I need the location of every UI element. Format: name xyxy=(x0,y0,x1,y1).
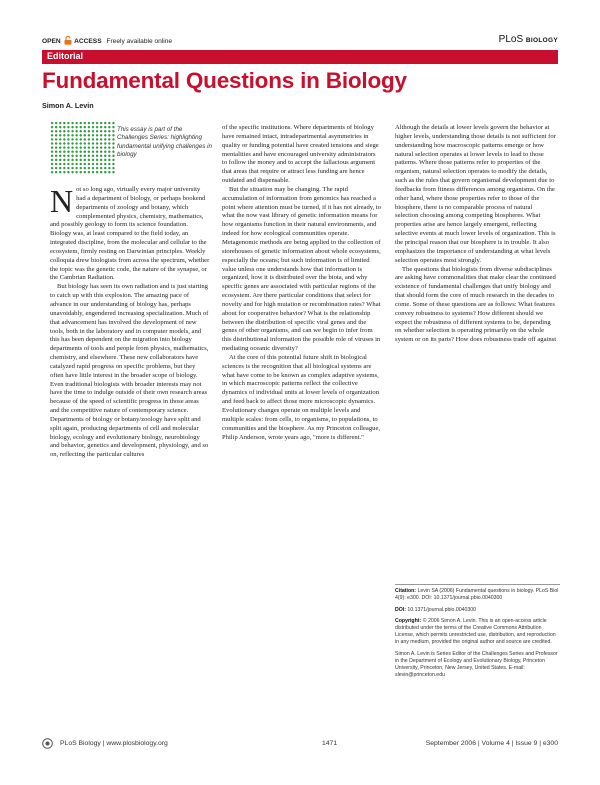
page-number: 1471 xyxy=(322,740,338,747)
footer-journal[interactable]: PLoS Biology | www.plosbiology.org xyxy=(60,740,168,747)
doi-block xyxy=(395,607,560,614)
citation-text: Levin SA (2006) Fundamental questions in biology. PLoS Biol 4(9): e300. DOI: 10.1371/journal.pbio.0040300 xyxy=(395,588,559,601)
top-bar xyxy=(42,35,558,49)
journal-sub: BIOLOGY xyxy=(525,37,558,44)
citation-label: Citation: xyxy=(395,588,417,594)
paragraph-1 xyxy=(50,183,210,283)
section-bar xyxy=(42,50,558,64)
open-access-badge xyxy=(42,36,172,45)
paragraph-4: But the situation may be changing. The rapid accumulation of information from genomics has reached a point where attention must be turned, if it has not already, to what the now vast library of genetic information means for how organisms function in their natural environments, and indeed for how ecological communities operate. Metagenomic methods are being applied to the collection of storehouses of genetic information about whole ecosystems, especially the oceans; but such information is of limited value unless one understands how that information is organized, how it is distributed over the biota, and why specific genes are associated with particular regions of the ecosystem. Are there particular conditions that select for novelty and for high mutation or recombination rates? What about for cooperative behavior? What is the relationship between the distribution of specific viral genes and the genes of other organisms, and can we begin to infer from this distributional information the possible role of viruses in mediating oceanic diversity? xyxy=(222,185,382,353)
page-footer xyxy=(42,739,558,753)
copyright-text: © 2006 Simon A. Levin. This is an open-access article distributed under the terms of the Creative Commons Attribution License, which permits unrestricted use, distribution, and reproduction in any medium, provided the original author and source are credited. xyxy=(395,618,556,645)
meta-divider xyxy=(395,584,560,585)
author-name: Simon A. Levin xyxy=(42,101,94,110)
drop-cap: N xyxy=(50,183,74,219)
open-lock-icon xyxy=(64,36,72,45)
text-column-2 xyxy=(222,124,382,442)
paragraph-7: The questions that biologists from diverse subdisciplines are asking have commonalities that make clear the continued existence of fundamental challenges that unify biology and that should form the core of much research in the decades to come. Some of these questions are as follows: What features convey robustness to systems? How different should we expect the robustness of different systems to be, depending on whether selection is operating primarily on the whole system or on its parts? How does robustness trade off against xyxy=(395,265,557,344)
journal-logo xyxy=(499,34,558,45)
doi-label: DOI: xyxy=(395,606,406,613)
article-title: Fundamental Questions in Biology xyxy=(42,68,407,93)
doi-link[interactable]: 10.1371/journal.pbio.0040300 xyxy=(407,606,477,613)
paragraph-2: But biology has seen its own radiation and is just starting to catch up with this explosion. The amazing pace of advance in our understanding of biology has, perhaps unavoidably, engendered increasing specialization. Much of that advancement has involved the development of new tools, both in the laboratory and in computer models, and this has been dependent on the migration into biology departments of tools and people from physics, mathematics, chemistry, and elsewhere. These new collaborators have catalyzed rapid progress on specific problems, but they often have little interest in the broader scope of biology. Even traditional biologists with broader interests may not have the time to indulge outside of their own research areas because of the speed of scientific progress in those areas and the competitive nature of contemporary science. Departments of biology or botany/zoology have split and split again, producing departments of cell and molecular biology, ecology and evolutionary biology, neurobiology and behavior, genetics and development, physiology, and so on, reflecting the particular cultures xyxy=(50,283,209,459)
journal-name: PLoS xyxy=(498,34,524,45)
text-column-3 xyxy=(395,124,557,345)
paragraph-5: At the core of this potential future shift in biological sciences is the recognition that all biological systems are what have come to be known as complex adaptive systems, in which macroscopic patterns reflect the collective dynamics of individual units at lower levels of organization and feed back to affect those more microscopic dynamics. Evolutionary changes operate on multiple levels and multiple scales: from cells, to organisms, to populations, to communities and the biosphere. As my Princeton colleague, Philip Anderson, wrote years ago, "more is different." xyxy=(222,353,381,441)
paragraph-6: Although the details at lower levels govern the behavior at higher levels, understanding those details is not sufficient for understanding how macroscopic patterns emerge or how natural selection operates at lower levels to lead to those patterns. Where those patterns refer to properties of the organism, natural selection operates to modify the details, such as the rules that govern organismal development due to feedbacks from fitness differences among organisms. On the other hand, where those properties refer to those of the biosphere, there is no comparable process of natural selection choosing among competing biospheres. What properties arise are hence largely emergent, reflecting selective events at much lower levels of organization. This is the principal reason that our biosphere is in trouble. It also emphasizes the importance of understanding at what levels selection operates most strongly. xyxy=(395,124,556,264)
footer-issue: September 2006 | Volume 4 | Issue 9 | e300 xyxy=(425,740,558,747)
paragraph-3: of the specific institutions. Where departments of biology have remained intact, intradepartmental asymmetries in quality or funding potential have created tensions and siege mentalities and have encouraged university administrators to follow the money and to accept the fallacious argument that areas that require or attract less funding are hence outdated and dispensable. xyxy=(222,124,379,185)
plos-logo-icon xyxy=(42,738,53,749)
oa-prefix: OPEN xyxy=(42,38,61,45)
text-column-1 xyxy=(50,183,210,460)
oa-note: Freely available online xyxy=(106,38,173,45)
citation-block xyxy=(395,588,560,602)
section-label: Editorial xyxy=(47,51,84,61)
author-bio: Simon A. Levin is Series Editor of the Challenges Series and Professor in the Department of Ecology and Evolutionary Biology, Princeton University, Princeton, New Jersey, United States. E-mail: slevin@princeton.edu xyxy=(395,650,558,678)
oa-suffix: ACCESS xyxy=(74,38,102,45)
copyright-block xyxy=(395,618,560,646)
article-meta xyxy=(395,584,560,683)
copyright-label: Copyright: xyxy=(395,618,422,624)
series-note: This essay is part of the Challenges Series: highlighting fundamental unifying challenges in biology xyxy=(117,126,212,159)
paragraph-1-text: ot so long ago, virtually every major university had a department of biology, or perhaps bookend departments of zoology and botany, which complemented physics, chemistry, mathematics, and possibly geology to form its science foundation. Biology was, at least compared to the field today, an integrated discipline, from the molecular and cellular to the ecosystem, firmly resting on Darwinian principles. Weekly colloquia drew biologists from across the spectrum, whether the topic was the genetic code, the nature of the synapse, or the Cambrian Radiation. xyxy=(50,186,210,282)
series-dot-graphic xyxy=(50,121,116,174)
